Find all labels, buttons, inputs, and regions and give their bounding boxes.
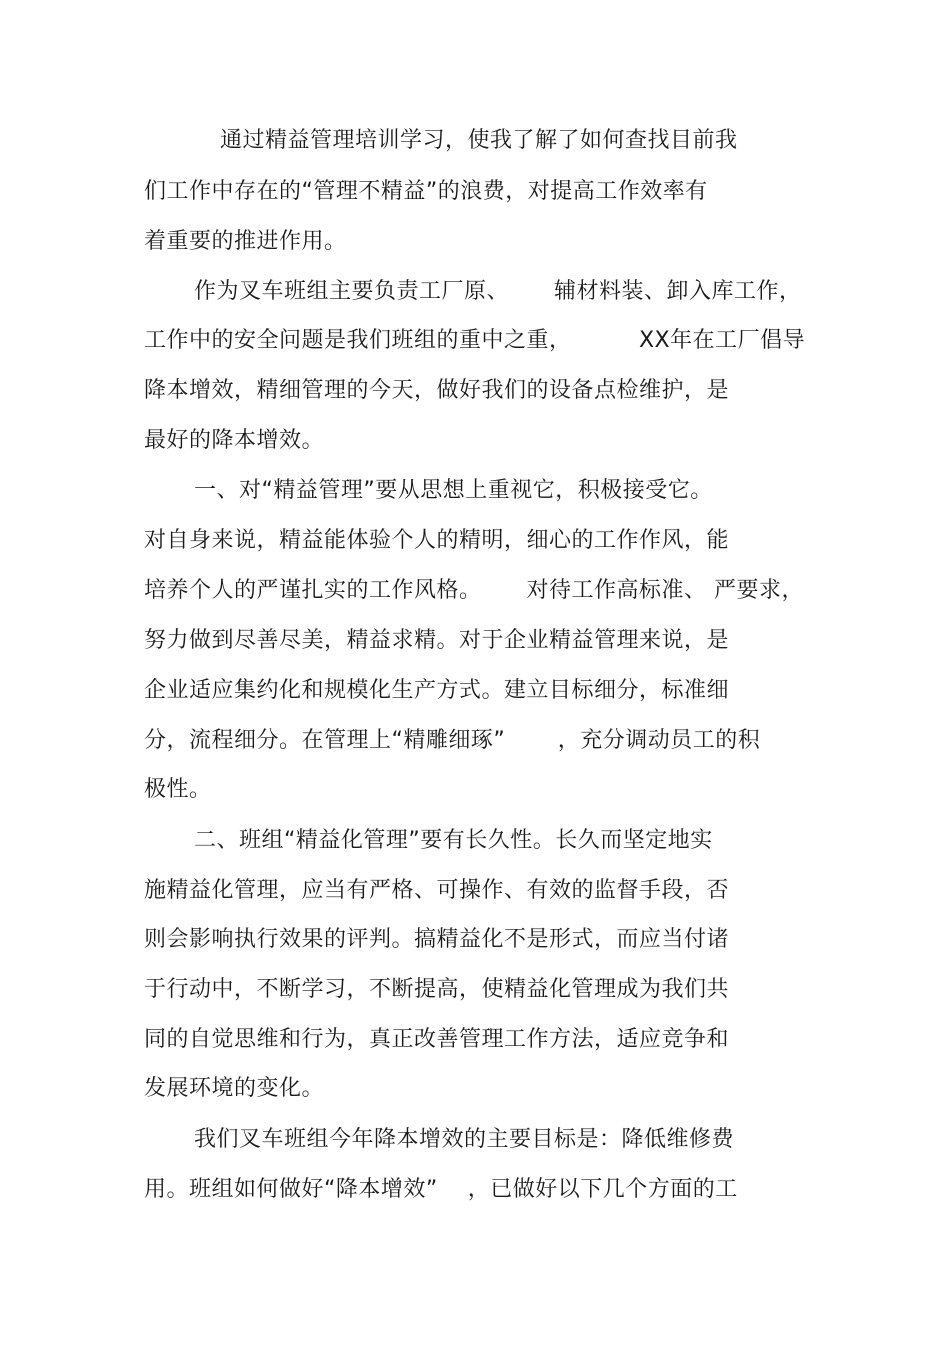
text-line: 我们叉车班组今年降本增效的主要目标是：降低维修费 [194,1127,735,1152]
text-line: 工作中的安全问题是我们班组的重中之重， XX年在工厂倡导 [144,328,806,353]
text-line: 着重要的推进作用。 [144,229,347,254]
text-line: 施精益化管理，应当有严格、可操作、有效的监督手段，否 [144,878,730,903]
text-line: 分，流程细分。在管理上“精雕细琢” ，充分调动员工的积 [144,728,761,753]
text-line: 一、对“精益管理”要从思想上重视它，积极接受它。 [194,478,713,503]
text-line: 极性。 [144,777,212,802]
text-line: 作为叉车班组主要负责工厂原、 辅材料装、卸入库工作， [194,279,802,304]
text-line: 通过精益管理培训学习，使我了解了如何查找目前我 [220,128,738,153]
text-line: 用。班组如何做好“降本增效” ，已做好以下几个方面的工 [144,1177,738,1202]
text-line: 同的自觉思维和行为，真正改善管理工作方法，适应竞争和 [144,1027,730,1052]
text-line: 们工作中存在的“管理不精益”的浪费，对提高工作效率有 [144,179,708,204]
text-line: 二、班组“精益化管理”要有长久性。长久而坚定地实 [194,828,713,853]
text-line: 企业适应集约化和规模化生产方式。建立目标细分，标准细 [144,678,730,703]
text-line: 培养个人的严谨扎实的工作风格。 对待工作高标准、 严要求， [144,578,804,603]
text-line: 于行动中，不断学习，不断提高，使精益化管理成为我们共 [144,977,730,1002]
text-line: 降本增效，精细管理的今天，做好我们的设备点检维护，是 [144,378,730,403]
text-line: 对自身来说，精益能体验个人的精明，细心的工作作风，能 [144,528,730,553]
text-line: 则会影响执行效果的评判。搞精益化不是形式，而应当付诸 [144,927,730,952]
text-line: 最好的降本增效。 [144,428,325,453]
text-line: 努力做到尽善尽美，精益求精。对于企业精益管理来说，是 [144,628,730,653]
text-line: 发展环境的变化。 [144,1076,325,1101]
